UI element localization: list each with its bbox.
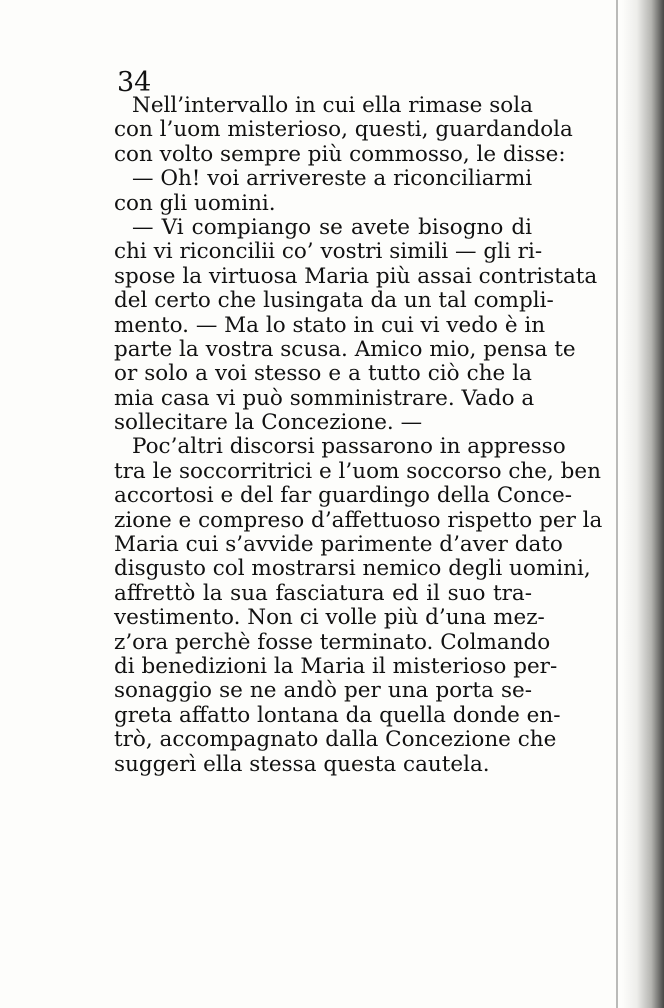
text-line: — Oh! voi arrivereste a riconciliarmi (132, 166, 533, 192)
text-line: Poc’altri discorsi passarono in appresso (132, 434, 566, 460)
text-line: Nell’intervallo in cui ella rimase sola (132, 93, 533, 118)
text-line: parte la vostra scusa. Amico mio, pensa te (114, 336, 576, 362)
text-line: suggerì ella stessa questa cautela. (114, 751, 490, 777)
text-line: disgusto col mostrarsi nemico degli uomini, (114, 556, 591, 582)
text-line: con l’uom misterioso, questi, guardandola (114, 117, 573, 143)
page-edge-line (616, 0, 618, 1008)
text-line: tra le soccorritrici e l’uom soccorso che, ben (114, 458, 601, 484)
page-edge-shadow (622, 0, 664, 1008)
text-line: trò, accompagnato dalla Concezione che (114, 727, 557, 753)
text-line: greta affatto lontana da quella donde en- (114, 702, 561, 728)
text-line: chi vi riconcilii co’ vostri simili — gli ri- (114, 239, 543, 265)
text-line: Maria cui s’avvide parimente d’aver dato (114, 532, 563, 558)
text-line: con gli uomini. (114, 190, 276, 216)
text-line: — Vi compiango se avete bisogno di (132, 214, 532, 240)
text-line: accortosi e del far guardingo della Conce- (114, 483, 572, 509)
text-line: mia casa vi può somministrare. Vado a (114, 385, 535, 411)
text-line: or solo a voi stesso e a tutto ciò che la (114, 361, 532, 387)
text-line: sollecitare la Concezione. — (114, 410, 423, 436)
text-line: del certo che lusingata da un tal compli- (114, 288, 554, 314)
text-line: con volto sempre più commosso, le disse: (114, 141, 566, 167)
body-text (114, 93, 603, 777)
text-line: spose la virtuosa Maria più assai contristata (114, 263, 598, 289)
text-line: affrettò la sua fasciatura ed il suo tra- (114, 580, 532, 606)
page-number: 34 (117, 67, 152, 98)
text-line: vestimento. Non ci volle più d’una mez- (114, 605, 545, 631)
text-line: di benedizioni la Maria il misterioso per- (114, 653, 558, 679)
text-line: mento. — Ma lo stato in cui vi vedo è in (114, 312, 546, 338)
text-line: zione e compreso d’affettuoso rispetto per la (114, 507, 603, 533)
text-line: z’ora perchè fosse terminato. Colmando (114, 629, 551, 655)
text-line: sonaggio se ne andò per una porta se- (114, 678, 532, 704)
